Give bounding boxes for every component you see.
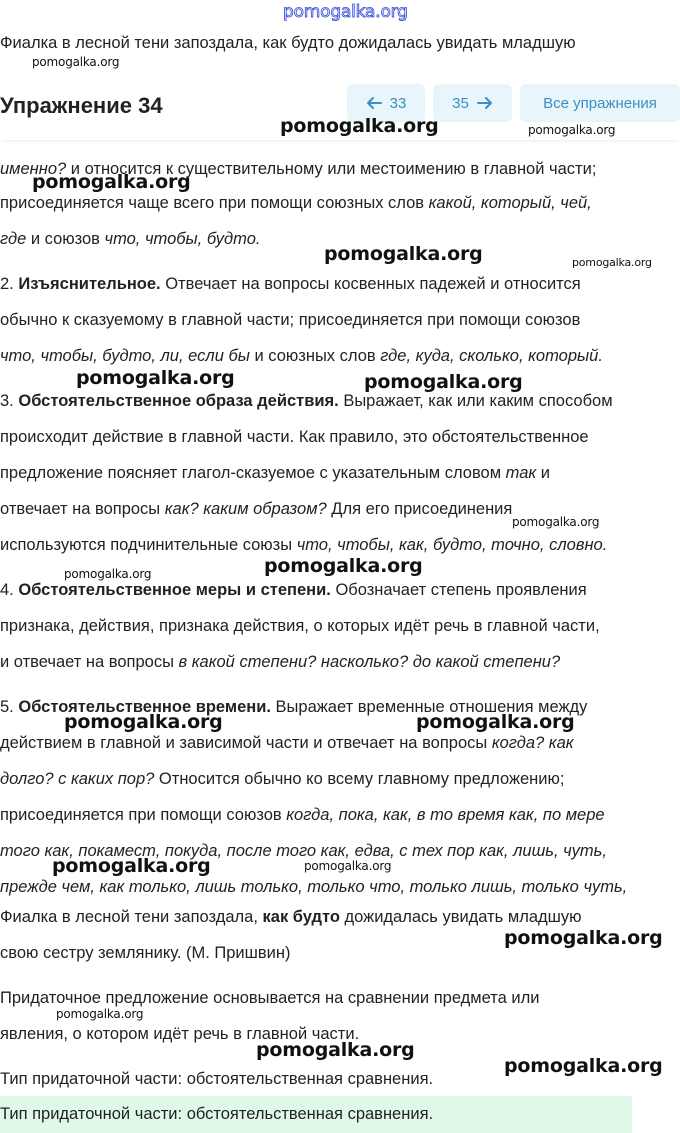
type-text: Тип придаточной части: обстоятельственная сравнения. (0, 1070, 434, 1088)
watermark: pomogalka.org (504, 1055, 663, 1077)
p2-line-1: 2. Изъяснительное. Отвечает на вопросы косвенных падежей и относится (0, 275, 581, 293)
answer-text: Тип придаточной части: обстоятельственная сравнения. (0, 1105, 434, 1123)
watermark: pomogalka.org (528, 123, 616, 137)
p5-line-6: прежде чем, как только, лишь только, только что, только лишь, только чуть, (0, 878, 628, 896)
watermark: pomogalka.org (504, 927, 663, 949)
watermark: pomogalka.org (324, 243, 483, 265)
watermark: pomogalka.org (56, 1007, 144, 1021)
p4-line-2: признака, действия, признака действия, о которых идёт речь в главной части, (0, 617, 600, 635)
watermark: pomogalka.org (364, 371, 523, 393)
p5-line-3: долго? с каких пор? Относится обычно ко всему главному предложению; (0, 770, 565, 788)
p5-line-2: действием в главной и зависимой части и отвечает на вопросы когда? как (0, 734, 574, 752)
p2-line-3: что, чтобы, будто, ли, если бы и союзных слов где, куда, сколько, который. (0, 347, 603, 365)
watermark: pomogalka.org (280, 115, 439, 137)
watermark: pomogalka.org (512, 515, 600, 529)
p4-line-3: и отвечает на вопросы в какой степени? насколько? до какой степени? (0, 653, 561, 671)
watermark: pomogalka.org (64, 711, 223, 733)
watermark: pomogalka.org (256, 1039, 415, 1061)
p5-line-4: присоединяется при помощи союзов когда, пока, как, в то время как, по мере (0, 806, 605, 824)
arrow-left-icon (366, 96, 382, 110)
watermark: pomogalka.org (416, 711, 575, 733)
p2-line-2: обычно к сказуемому в главной части; присоединяется при помощи союзов (0, 311, 581, 329)
next-exercise-button[interactable] (433, 84, 512, 122)
prev-exercise-label: 33 (389, 94, 407, 112)
watermark: pomogalka.org (32, 55, 120, 69)
next-exercise-label: 35 (452, 94, 469, 112)
watermark: pomogalka.org (52, 855, 211, 877)
top-snippet: Фиалка в лесной тени запоздала, как будто дожидалась увидать младшую (0, 34, 576, 52)
p3-line-4: отвечает на вопросы как? каким образом? Для его присоединения (0, 500, 513, 518)
example-line-1: Фиалка в лесной тени запоздала, как будто дожидалась увидать младшую (0, 908, 582, 926)
p3-line-2: происходит действие в главной части. Как правило, это обстоятельственное (0, 428, 589, 446)
watermark: pomogalka.org (304, 859, 392, 873)
explanation-line-2: явления, о котором идёт речь в главной части. (0, 1025, 360, 1043)
p4-line-1: 4. Обстоятельственное меры и степени. Обозначает степень проявления (0, 581, 587, 599)
watermark-top: pomogalka.org (283, 2, 408, 22)
watermark: pomogalka.org (264, 555, 423, 577)
p5-line-5: того как, покамест, покуда, после того как, едва, с тех пор как, лишь, чуть, (0, 842, 607, 860)
watermark: pomogalka.org (32, 171, 191, 193)
explanation-line-1: Придаточное предложение основывается на сравнении предмета или (0, 989, 540, 1007)
all-exercises-button[interactable] (520, 84, 680, 122)
p3-line-5: используются подчинительные союзы что, чтобы, как, будто, точно, словно. (0, 536, 608, 554)
watermark: pomogalka.org (64, 567, 152, 581)
arrow-right-icon (477, 96, 493, 110)
watermark: pomogalka.org (76, 367, 235, 389)
p3-line-1: 3. Обстоятельственное образа действия. Выражает, как или каким способом (0, 392, 613, 410)
p5-line-1: 5. Обстоятельственное времени. Выражает временные отношения между (0, 698, 588, 716)
example-line-2: свою сестру землянику. (М. Пришвин) (0, 944, 291, 962)
page-title: Упражнение 34 (0, 93, 163, 118)
p1-line-2: присоединяется чаще всего при помощи союзных слов какой, который, чей, (0, 194, 592, 212)
watermark: pomogalka.org (572, 256, 652, 269)
all-exercises-label: Все упражнения (543, 94, 657, 112)
p1-line-1: именно? и относится к существительному или местоимению в главной части; (0, 160, 597, 178)
p1-line-3: где и союзов что, чтобы, будто. (0, 230, 261, 248)
p3-line-3: предложение поясняет глагол-сказуемое с указательным словом так и (0, 464, 550, 482)
